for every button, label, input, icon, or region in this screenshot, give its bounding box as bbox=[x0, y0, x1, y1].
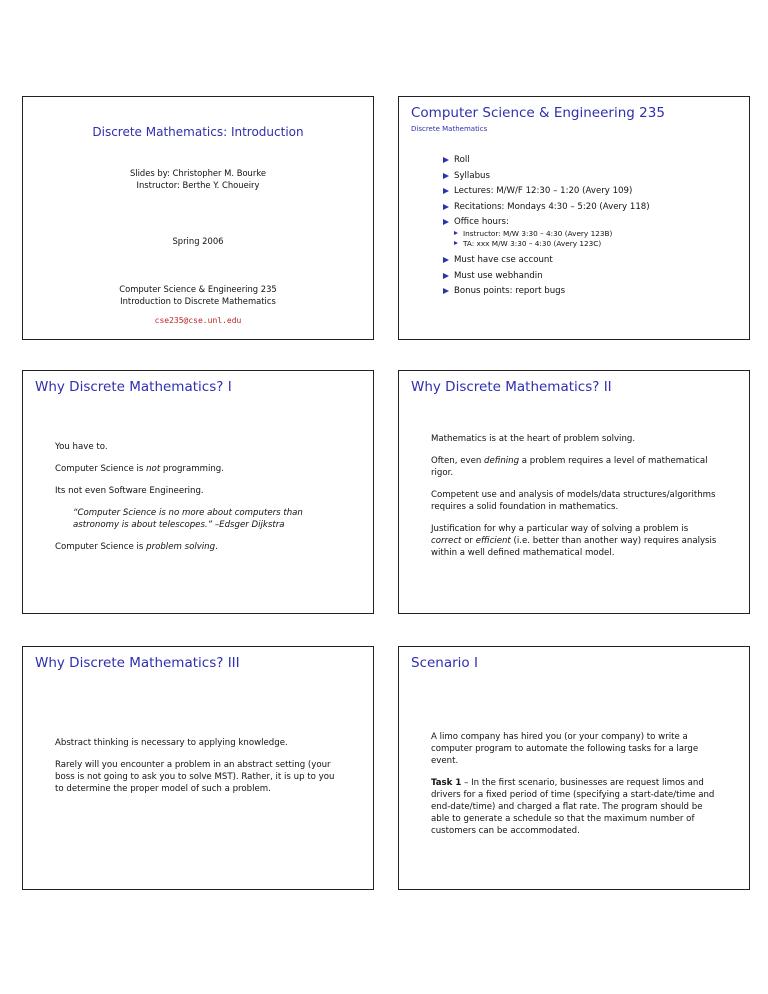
slide-scenario-1 bbox=[398, 646, 750, 890]
sub-item-text: Instructor: M/W 3:30 – 4:30 (Avery 123B) bbox=[463, 229, 613, 238]
bullet-triangle-icon bbox=[443, 219, 449, 225]
list-item bbox=[443, 255, 650, 271]
bullet-triangle-icon bbox=[443, 157, 449, 163]
sub-item-text: TA: xxx M/W 3:30 – 4:30 (Avery 123C) bbox=[463, 239, 602, 248]
slide-why-dm-2 bbox=[398, 370, 750, 614]
bullet-triangle-icon bbox=[443, 173, 449, 179]
course-info-list bbox=[443, 155, 650, 302]
item-text: Office hours: bbox=[454, 217, 509, 227]
paragraph: Mathematics is at the heart of problem solving. bbox=[431, 434, 636, 444]
frame-subtitle: Discrete Mathematics bbox=[411, 125, 488, 133]
paragraph: Its not even Software Engineering. bbox=[55, 486, 204, 496]
list-item bbox=[443, 186, 650, 202]
course-email-link[interactable]: cse235@cse.unl.edu bbox=[154, 316, 242, 325]
bullet-triangle-icon bbox=[443, 204, 449, 210]
slide-body bbox=[55, 441, 349, 563]
instructor: Instructor: Berthe Y. Choueiry bbox=[136, 180, 260, 190]
list-item bbox=[443, 286, 650, 302]
list-item bbox=[443, 271, 650, 287]
sub-bullet-icon bbox=[454, 231, 458, 235]
sub-item bbox=[454, 229, 650, 239]
bullet-triangle-icon bbox=[443, 273, 449, 279]
paragraph: A limo company has hired you (or your company) to write a computer program to automate the following tasks for a large event. bbox=[431, 732, 699, 766]
bullet-triangle-icon bbox=[443, 257, 449, 263]
bullet-triangle-icon bbox=[443, 288, 449, 294]
paragraph: You have to. bbox=[55, 442, 108, 452]
slide-why-dm-3 bbox=[22, 646, 374, 890]
list-item-office-hours bbox=[443, 217, 650, 249]
frame-title: Computer Science & Engineering 235 bbox=[411, 105, 665, 121]
slide-body bbox=[431, 433, 725, 569]
task-label: Task 1 bbox=[431, 778, 462, 788]
list-item bbox=[443, 171, 650, 187]
course-email-wrap bbox=[23, 308, 373, 327]
slide-body bbox=[431, 731, 725, 847]
slide-why-dm-1 bbox=[22, 370, 374, 614]
paragraph: Justification for why a particular way of solving a problem is correct or efficient (i.e. better than another way) requires analysis within a well defined mathematical model. bbox=[431, 524, 717, 558]
course-number: Computer Science & Engineering 235 bbox=[119, 284, 277, 294]
bullet-triangle-icon bbox=[443, 188, 449, 194]
slides-by: Slides by: Christopher M. Bourke bbox=[129, 168, 267, 178]
frame-title: Scenario I bbox=[411, 655, 478, 671]
paragraph: Often, even defining a problem requires a level of mathematical rigor. bbox=[431, 456, 708, 478]
office-hours-sublist bbox=[454, 229, 650, 249]
paragraph: Rarely will you encounter a problem in an abstract setting (your boss is not going to ask you to solve MST). Rather, it is up to you to determine the proper model of such a problem. bbox=[55, 760, 335, 794]
paragraph: Task 1 – In the first scenario, businesses are request limos and drivers for a fixed period of time (specifying a start-date/time and end-date/time) and charged a flat rate. The program should be able to generate a schedule so that the maximum number of customers can be accommodated. bbox=[431, 778, 715, 836]
frame-title: Why Discrete Mathematics? I bbox=[35, 379, 232, 395]
list-item bbox=[443, 155, 650, 171]
slide-body bbox=[55, 737, 349, 805]
paragraph: Abstract thinking is necessary to applying knowledge. bbox=[55, 738, 288, 748]
paragraph: Competent use and analysis of models/data structures/algorithms requires a solid foundation in mathematics. bbox=[431, 490, 716, 512]
item-text: Lectures: M/W/F 12:30 – 1:20 (Avery 109) bbox=[454, 186, 633, 196]
term: Spring 2006 bbox=[172, 236, 224, 246]
presentation-title: Discrete Mathematics: Introduction bbox=[92, 125, 304, 139]
paragraph: Computer Science is problem solving. bbox=[55, 542, 218, 552]
sub-item bbox=[454, 239, 650, 249]
frame-title: Why Discrete Mathematics? III bbox=[35, 655, 240, 671]
item-text: Must use webhandin bbox=[454, 270, 543, 281]
slide-title bbox=[22, 96, 374, 340]
course-name: Introduction to Discrete Mathematics bbox=[120, 296, 276, 306]
item-text: Recitations: Mondays 4:30 – 5:20 (Avery 118) bbox=[454, 201, 650, 212]
dijkstra-quote: “Computer Science is no more about computers than astronomy is about telescopes.” –Edsger Dijkstra bbox=[73, 508, 303, 530]
sub-bullet-icon bbox=[454, 241, 458, 245]
paragraph: Computer Science is not programming. bbox=[55, 464, 224, 474]
item-text: Bonus points: report bugs bbox=[454, 286, 566, 296]
item-text: Syllabus bbox=[454, 170, 490, 181]
frame-title: Why Discrete Mathematics? II bbox=[411, 379, 612, 395]
list-item bbox=[443, 202, 650, 218]
slide-course-info bbox=[398, 96, 750, 340]
item-text: Must have cse account bbox=[454, 255, 553, 265]
item-text: Roll bbox=[454, 155, 470, 165]
